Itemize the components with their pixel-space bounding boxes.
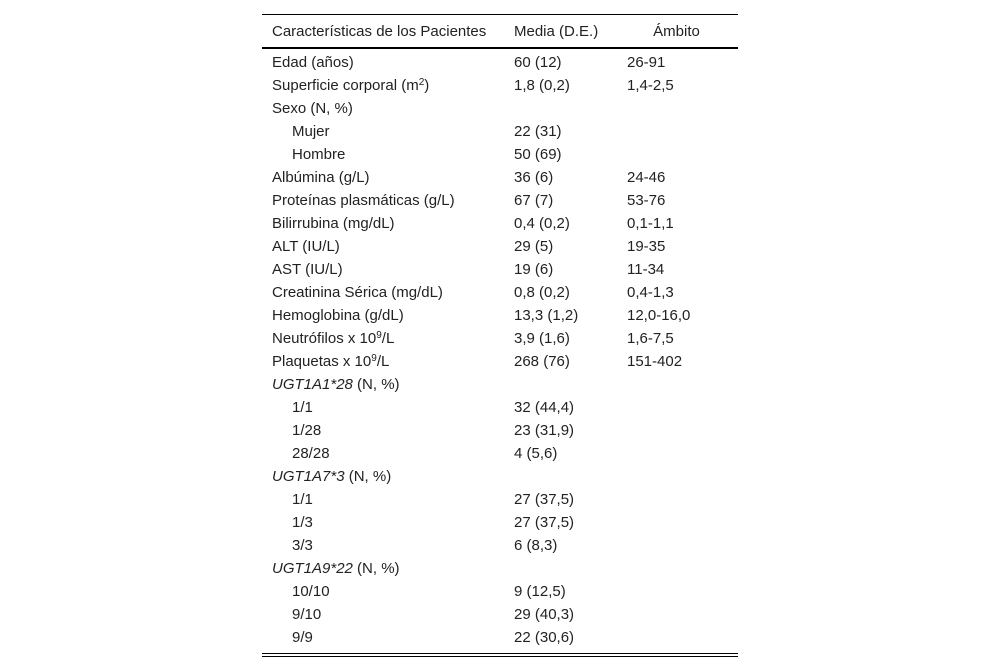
row-label [262, 74, 514, 97]
label-superscript: 2 [418, 77, 425, 88]
row-label: Albúmina (g/L) [272, 169, 370, 186]
table-row [262, 626, 738, 649]
label-suffix: (N, %) [344, 468, 392, 485]
row-label: 9/10 [292, 606, 322, 623]
row-label: Edad (años) [272, 54, 354, 71]
table-header-row [262, 15, 738, 49]
table-row [262, 281, 738, 304]
row-mean: 19 (6) [514, 261, 554, 278]
row-range [627, 143, 738, 166]
table-row [262, 350, 738, 373]
table-row [262, 419, 738, 442]
row-mean: 29 (5) [514, 238, 554, 255]
row-mean [514, 557, 627, 580]
row-mean: 0,4 (0,2) [514, 215, 570, 232]
row-label [262, 465, 514, 488]
row-range [627, 603, 738, 626]
row-range [627, 557, 738, 580]
row-mean [514, 97, 627, 120]
row-range [627, 465, 738, 488]
row-mean: 0,8 (0,2) [514, 284, 570, 301]
row-label: Creatinina Sérica (mg/dL) [272, 284, 443, 301]
row-label: Mujer [292, 123, 330, 140]
row-label: 9/9 [292, 629, 313, 646]
row-label [262, 373, 514, 396]
label-text: Superficie corporal (m [272, 77, 419, 94]
row-range: 1,4-2,5 [627, 77, 674, 94]
header-range: Ámbito [653, 22, 700, 40]
row-range: 0,4-1,3 [627, 284, 674, 301]
row-mean: 29 (40,3) [514, 606, 575, 623]
gene-name: UGT1A7*3 [272, 468, 345, 485]
label-superscript: 9 [371, 353, 377, 364]
row-label: ALT (IU/L) [272, 238, 340, 255]
row-range [627, 373, 738, 396]
row-label: 10/10 [292, 583, 330, 600]
row-range [627, 511, 738, 534]
row-mean: 67 (7) [514, 192, 554, 209]
table-row [262, 557, 738, 580]
row-mean: 268 (76) [514, 353, 570, 370]
row-mean: 27 (37,5) [514, 514, 575, 531]
row-mean [514, 373, 627, 396]
table-row [262, 97, 738, 120]
table-row [262, 603, 738, 626]
row-range: 24-46 [627, 169, 666, 186]
row-label: Hemoglobina (g/dL) [272, 307, 404, 324]
row-label: 1/1 [292, 491, 313, 508]
table-row [262, 143, 738, 166]
row-label: Proteínas plasmáticas (g/L) [272, 192, 455, 209]
row-label [262, 350, 514, 373]
row-range: 19-35 [627, 238, 666, 255]
table-row [262, 373, 738, 396]
label-suffix: /L [376, 353, 390, 370]
row-range: 12,0-16,0 [627, 307, 691, 324]
table-row [262, 189, 738, 212]
gene-name: UGT1A9*22 [272, 560, 353, 577]
row-range: 151-402 [627, 353, 683, 370]
row-range: 26-91 [627, 54, 666, 71]
row-mean: 60 (12) [514, 54, 562, 71]
table-row [262, 465, 738, 488]
row-range: 1,6-7,5 [627, 330, 674, 347]
row-range: 53-76 [627, 192, 666, 209]
row-mean: 1,8 (0,2) [514, 77, 570, 94]
table-row [262, 396, 738, 419]
table-row [262, 442, 738, 465]
row-mean: 6 (8,3) [514, 537, 558, 554]
row-label: Hombre [292, 146, 346, 163]
row-label [262, 327, 514, 350]
row-range [627, 488, 738, 511]
row-label: 1/3 [292, 514, 313, 531]
row-label: 28/28 [292, 445, 330, 462]
row-label: 1/28 [292, 422, 322, 439]
row-label: 1/1 [292, 399, 313, 416]
table-row [262, 327, 738, 350]
table-row [262, 488, 738, 511]
table-bottom-rule [262, 653, 738, 657]
row-label [262, 557, 514, 580]
row-label: Bilirrubina (mg/dL) [272, 215, 395, 232]
row-range [627, 97, 738, 120]
label-suffix: /L [381, 330, 395, 347]
label-suffix: ) [424, 77, 430, 94]
table-row [262, 166, 738, 189]
table-row [262, 258, 738, 281]
row-range: 11-34 [627, 261, 665, 278]
gene-name: UGT1A1*28 [272, 376, 353, 393]
table-row [262, 534, 738, 557]
row-range [627, 442, 738, 465]
row-mean: 32 (44,4) [514, 399, 575, 416]
row-mean: 27 (37,5) [514, 491, 575, 508]
table-row [262, 48, 738, 74]
patient-characteristics-table-container [262, 14, 738, 657]
label-suffix: (N, %) [352, 376, 400, 393]
label-superscript: 9 [376, 330, 382, 341]
row-mean: 13,3 (1,2) [514, 307, 579, 324]
row-mean: 50 (69) [514, 146, 562, 163]
row-mean: 23 (31,9) [514, 422, 575, 439]
label-text: Plaquetas x 10 [272, 353, 372, 370]
table-row [262, 74, 738, 97]
label-text: Neutrófilos x 10 [272, 330, 377, 347]
row-mean: 9 (12,5) [514, 583, 566, 600]
table-row [262, 120, 738, 143]
row-mean: 4 (5,6) [514, 445, 558, 462]
row-range [627, 120, 738, 143]
row-range: 0,1-1,1 [627, 215, 674, 232]
table-row [262, 511, 738, 534]
row-range [627, 580, 738, 603]
row-label: AST (IU/L) [272, 261, 343, 278]
row-mean: 22 (31) [514, 123, 562, 140]
row-label: 3/3 [292, 537, 313, 554]
table-row [262, 304, 738, 327]
row-mean: 22 (30,6) [514, 629, 575, 646]
table-row [262, 580, 738, 603]
row-range [627, 534, 738, 557]
row-mean: 3,9 (1,6) [514, 330, 570, 347]
row-range [627, 626, 738, 649]
patient-characteristics-table [262, 14, 738, 649]
row-range [627, 419, 738, 442]
row-range [627, 396, 738, 419]
table-row [262, 235, 738, 258]
table-row [262, 212, 738, 235]
row-mean [514, 465, 627, 488]
row-label: Sexo (N, %) [272, 100, 353, 117]
header-mean: Media (D.E.) [514, 22, 599, 40]
header-characteristic: Características de los Pacientes [272, 22, 487, 40]
row-mean: 36 (6) [514, 169, 554, 186]
label-suffix: (N, %) [352, 560, 400, 577]
